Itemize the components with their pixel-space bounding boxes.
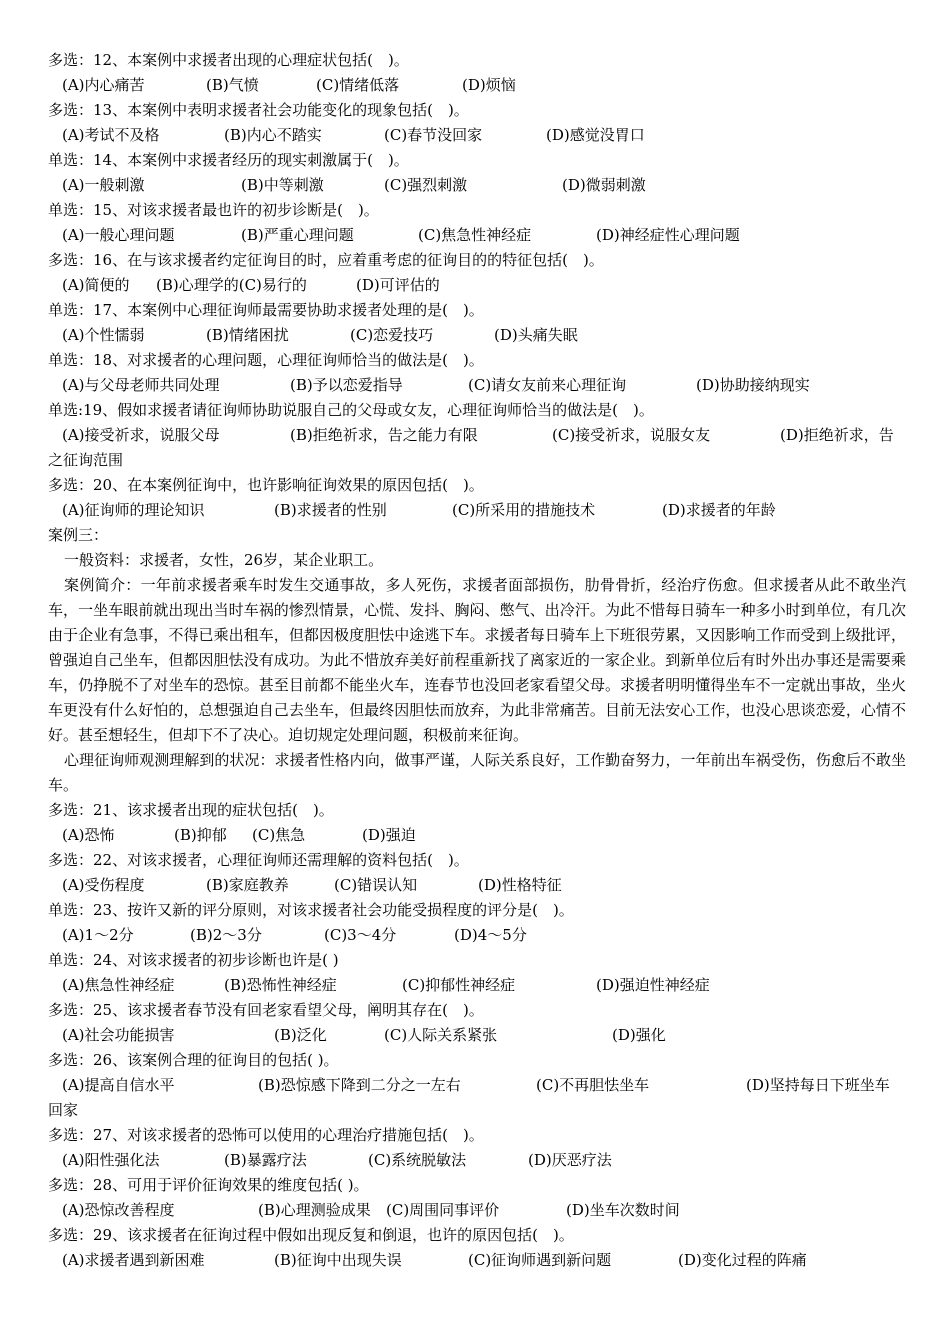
option-c: (C)焦急性神经症 [418, 226, 532, 244]
option-b: (B)暴露疗法 [224, 1151, 307, 1169]
option-c: (C)焦急 [252, 826, 306, 844]
option-d: (D)头痛失眠 [494, 326, 578, 344]
option-b-c: (B)心理学的(C)易行的 [156, 276, 307, 294]
option-a: (A)1～2分 [62, 926, 134, 944]
option-b: (B)恐怖性神经症 [224, 976, 337, 994]
question-18: 单选：18、对求援者的心理问题，心理征询师恰当的做法是( )。 [48, 351, 484, 369]
option-b: (B)求援者的性别 [274, 501, 387, 519]
option-d-continued: 之征询范围 [48, 451, 124, 469]
option-b: (B)予以恋爱指导 [290, 376, 403, 394]
options-16 [48, 273, 908, 298]
option-a: (A)征询师的理论知识 [62, 501, 205, 519]
question-28: 多选：28、可用于评价征询效果的维度包括( )。 [48, 1176, 369, 1194]
option-c: (C)不再胆怯坐车 [536, 1076, 650, 1094]
option-b: (B)抑郁 [174, 826, 227, 844]
option-d: (D)微弱刺激 [562, 176, 646, 194]
option-a: (A)提高自信水平 [62, 1076, 175, 1094]
option-d: (D)可评估的 [356, 276, 440, 294]
question-20: 多选：20、在本案例征询中，也许影响征询效果的原因包括( )。 [48, 476, 484, 494]
question-15: 单选：15、对该求援者最也许的初步诊断是( )。 [48, 201, 379, 219]
option-d: (D)强迫 [362, 826, 416, 844]
options-19 [48, 423, 908, 448]
option-d: (D)坐车次数时间 [566, 1201, 680, 1219]
options-21 [48, 823, 908, 848]
question-27: 多选：27、对该求援者的恐怖可以使用的心理治疗措施包括( )。 [48, 1126, 484, 1144]
option-b: (B)心理测验成果 [258, 1201, 371, 1219]
option-b: (B)情绪困扰 [206, 326, 289, 344]
case-general-info: 一般资料：求援者，女性，26岁，某企业职工。 [64, 551, 384, 569]
question-19: 单选:19、假如求援者请征询师协助说服自己的父母或女友，心理征询师恰当的做法是( )。 [48, 401, 654, 419]
option-a: (A)求援者遇到新困难 [62, 1251, 205, 1269]
options-26 [48, 1073, 908, 1098]
question-13: 多选：13、本案例中表明求援者社会功能变化的现象包括( )。 [48, 101, 469, 119]
option-a: (A)与父母老师共同处理 [62, 376, 220, 394]
option-b: (B)恐惊感下降到二分之一左右 [258, 1076, 461, 1094]
options-28 [48, 1198, 908, 1223]
option-c: (C)春节没回家 [384, 126, 483, 144]
option-a: (A)考试不及格 [62, 126, 160, 144]
option-d: (D)厌恶疗法 [528, 1151, 612, 1169]
case-heading: 案例三： [48, 526, 109, 544]
options-14 [48, 173, 908, 198]
option-d: (D)性格特征 [478, 876, 562, 894]
option-b: (B)严重心理问题 [241, 226, 354, 244]
option-b: (B)2～3分 [190, 926, 262, 944]
options-23 [48, 923, 908, 948]
option-c: (C)所采用的措施技术 [452, 501, 596, 519]
option-b: (B)中等刺激 [241, 176, 324, 194]
options-25 [48, 1023, 908, 1048]
options-22 [48, 873, 908, 898]
option-a: (A)简便的 [62, 276, 130, 294]
option-c: (C)系统脱敏法 [368, 1151, 467, 1169]
option-c: (C)征询师遇到新问题 [468, 1251, 612, 1269]
case-observation: 心理征询师观测理解到的状况：求援者性格内向，做事严谨，人际关系良好，工作勤奋努力，一年前出车祸受伤，伤愈后不敢坐车。 [48, 751, 906, 794]
question-14: 单选：14、本案例中求援者经历的现实刺激属于( )。 [48, 151, 409, 169]
options-13 [48, 123, 908, 148]
option-a: (A)接受祈求，说服父母 [62, 426, 220, 444]
option-c: (C)强烈刺激 [384, 176, 468, 194]
option-c: (C)恋爱技巧 [350, 326, 434, 344]
option-b: (B)泛化 [274, 1026, 327, 1044]
question-26: 多选：26、该案例合理的征询目的包括( )。 [48, 1051, 339, 1069]
option-c: (C)请女友前来心理征询 [468, 376, 627, 394]
options-24 [48, 973, 908, 998]
option-d-continued: 回家 [48, 1101, 79, 1119]
option-d: (D)强迫性神经症 [596, 976, 710, 994]
option-a: (A)内心痛苦 [62, 76, 145, 94]
option-d: (D)拒绝祈求，告 [780, 426, 894, 444]
option-a: (A)社会功能损害 [62, 1026, 175, 1044]
option-d: (D)强化 [612, 1026, 666, 1044]
question-17: 单选：17、本案例中心理征询师最需要协助求援者处理的是( )。 [48, 301, 484, 319]
option-c: (C)周围同事评价 [386, 1201, 500, 1219]
option-a: (A)个性懦弱 [62, 326, 145, 344]
question-16: 多选：16、在与该求援者约定征询目的时，应着重考虑的征询目的的特征包括( )。 [48, 251, 604, 269]
option-a: (A)一般刺激 [62, 176, 145, 194]
option-b: (B)拒绝祈求，告之能力有限 [290, 426, 478, 444]
option-d: (D)烦恼 [462, 76, 516, 94]
option-c: (C)人际关系紧张 [384, 1026, 498, 1044]
option-d: (D)感觉没胃口 [546, 126, 645, 144]
question-29: 多选：29、该求援者在征询过程中假如出现反复和倒退，也许的原因包括( )。 [48, 1226, 574, 1244]
option-d: (D)坚持每日下班坐车 [746, 1076, 890, 1094]
option-b: (B)气愤 [206, 76, 259, 94]
option-a: (A)一般心理问题 [62, 226, 175, 244]
option-c: (C)抑郁性神经症 [402, 976, 516, 994]
question-12: 多选：12、本案例中求援者出现的心理症状包括( )。 [48, 51, 409, 69]
option-d: (D)协助接纳现实 [696, 376, 810, 394]
option-a: (A)恐怖 [62, 826, 115, 844]
option-d: (D)变化过程的阵痛 [678, 1251, 807, 1269]
option-c: (C)错误认知 [334, 876, 418, 894]
option-a: (A)受伤程度 [62, 876, 145, 894]
question-22: 多选：22、对该求援者，心理征询师还需理解的资料包括( )。 [48, 851, 469, 869]
options-29 [48, 1248, 908, 1273]
option-a: (A)阳性强化法 [62, 1151, 160, 1169]
option-d: (D)4～5分 [454, 926, 527, 944]
option-c: (C)接受祈求，说服女友 [552, 426, 711, 444]
question-23: 单选：23、按许又新的评分原则，对该求援者社会功能受损程度的评分是( )。 [48, 901, 574, 919]
option-c: (C)情绪低落 [316, 76, 400, 94]
options-27 [48, 1148, 908, 1173]
option-d: (D)求援者的年龄 [662, 501, 776, 519]
option-c: (C)3～4分 [324, 926, 397, 944]
question-21: 多选：21、该求援者出现的症状包括( )。 [48, 801, 334, 819]
option-a: (A)焦急性神经症 [62, 976, 175, 994]
question-25: 多选：25、该求援者春节没有回老家看望父母，阐明其存在( )。 [48, 1001, 484, 1019]
options-20 [48, 498, 908, 523]
document-page [48, 48, 908, 1273]
case-summary: 案例简介：一年前求援者乘车时发生交通事故，多人死伤，求援者面部损伤，肋骨骨折，经治疗伤愈。但求援者从此不敢坐汽车，一坐车眼前就出现出当时车祸的惨烈情景，心慌、发抖、胸闷、憋气、出冷汗。为此不惜每日骑车一种多小时到单位，有几次由于企业有急事，不得已乘出租车，但都因极度胆怯中途逃下车。求援者每日骑车上下班很劳累，又因影响工作而受到上级批评，曾强迫自己坐车，但都因胆怯没有成功。为此不惜放弃美好前程重新找了离家近的一家企业。到新单位后有时外出办事还是需要乘车，仍挣脱不了对坐车的恐惊。甚至目前都不能坐火车，连春节也没回老家看望父母。求援者明明懂得坐车不一定就出事故，坐火车更没有什么好怕的，总想强迫自己去坐车，但最终因胆怯而放弃，为此非常痛苦。目前无法安心工作，也没心思谈恋爱，心情不好。甚至想轻生，但却下不了决心。迫切规定处理问题，积极前来征询。 [48, 576, 906, 744]
options-12 [48, 73, 908, 98]
options-17 [48, 323, 908, 348]
question-24: 单选：24、对该求援者的初步诊断也许是( ) [48, 951, 339, 969]
option-a: (A)恐惊改善程度 [62, 1201, 175, 1219]
options-15 [48, 223, 908, 248]
option-d: (D)神经症性心理问题 [596, 226, 740, 244]
option-b: (B)家庭教养 [206, 876, 289, 894]
options-18 [48, 373, 908, 398]
option-b: (B)内心不踏实 [224, 126, 322, 144]
option-b: (B)征询中出现失误 [274, 1251, 402, 1269]
